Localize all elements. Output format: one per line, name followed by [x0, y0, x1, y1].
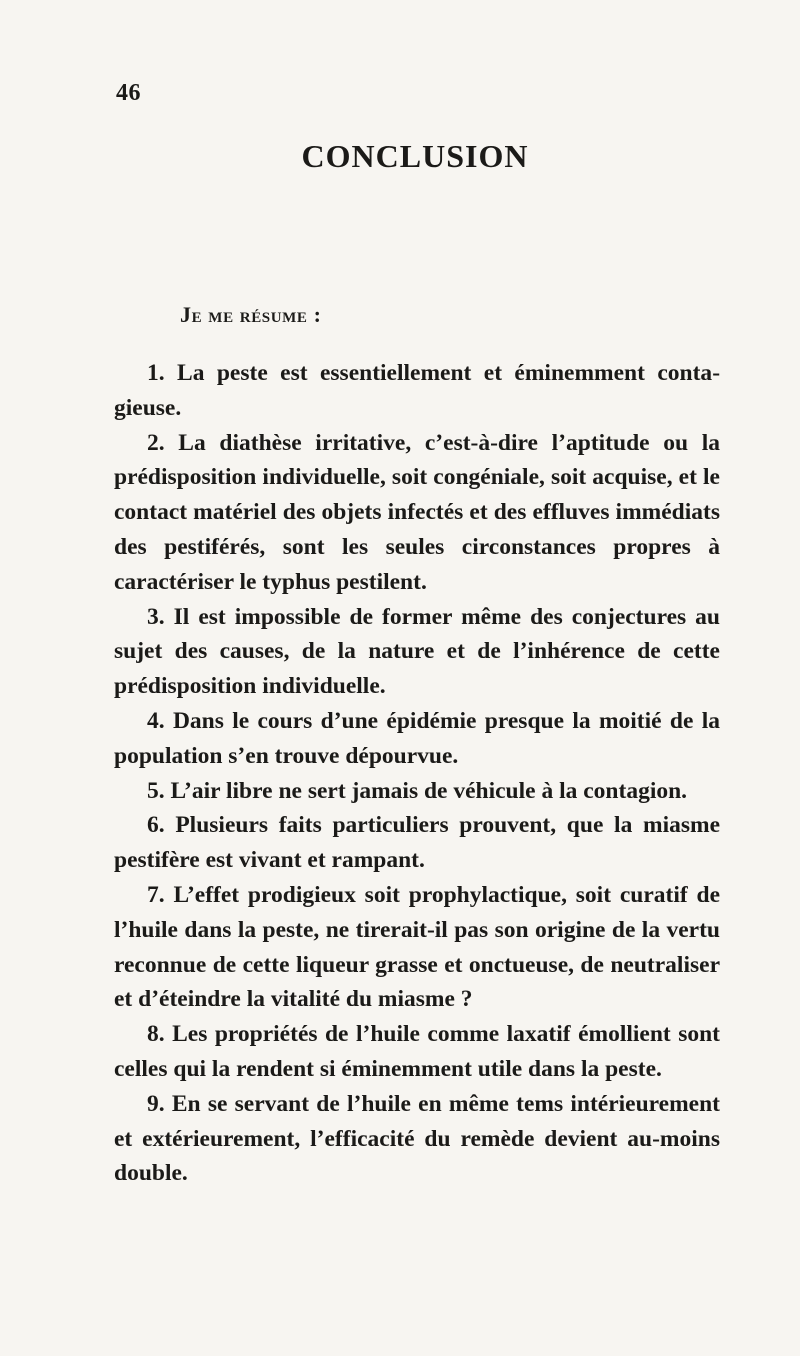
item-number: 5. — [147, 777, 165, 804]
page-number: 46 — [116, 80, 141, 106]
item-text: Plusieurs faits particuliers prouvent, que la miasme pestifère est vivant et rampant. — [114, 812, 721, 874]
item-number: 3. — [147, 603, 165, 630]
list-item — [114, 704, 720, 774]
list-item — [114, 356, 720, 426]
list-item — [114, 878, 720, 1017]
list-item — [114, 1017, 720, 1087]
intro-heading: Je me résume : — [180, 302, 322, 327]
item-text: L’effet prodigieux soit prophylactique, soit curatif de l’huile dans la peste, ne tirerait-il pas son origine de la vertu reconnue de cette liqueur grasse et onctueuse, de neutraliser et d’éteindre la vitalité du miasme ? — [114, 881, 721, 1013]
list-item — [114, 774, 720, 809]
item-text: La diathèse irritative, c’est-à-dire l’aptitude ou la prédisposition individuelle, soit congéniale, soit acquise, et le contact matériel des objets infectés et des effluves immédiats des pestiférés, sont les seules circonstances propres à caractériser le typhus pestilent. — [114, 429, 720, 595]
item-number: 7. — [147, 881, 165, 908]
conclusion-list — [114, 356, 720, 1191]
item-number: 2. — [147, 429, 165, 456]
item-number: 6. — [147, 812, 165, 839]
item-text: Dans le cours d’une épidémie presque la moitié de la population s’en trouve dépourvue. — [114, 707, 721, 769]
item-number: 9. — [147, 1090, 165, 1117]
chapter-title: CONCLUSION — [301, 138, 529, 174]
item-number: 4. — [147, 707, 165, 734]
list-item — [114, 426, 720, 600]
item-text: Les propriétés de l’huile comme laxatif émollient sont celles qui la rendent si éminemment utile dans la peste. — [114, 1021, 721, 1082]
item-text: En se servant de l’huile en même tems intérieurement et extérieurement, l’efficacité du remède devient au-moins double. — [114, 1090, 720, 1187]
list-item — [114, 1087, 720, 1191]
item-text: Il est impossible de former même des conjectures au sujet des causes, de la nature et de l’inhérence de cette prédisposition individuelle. — [114, 603, 720, 700]
item-text: La peste est essentiellement et éminemment contagieuse. — [114, 360, 721, 421]
item-number: 1. — [147, 360, 165, 386]
item-number: 8. — [147, 1021, 165, 1048]
item-text: L’air libre ne sert jamais de véhicule à la contagion. — [170, 777, 688, 804]
list-item — [114, 808, 720, 878]
list-item — [114, 600, 720, 704]
